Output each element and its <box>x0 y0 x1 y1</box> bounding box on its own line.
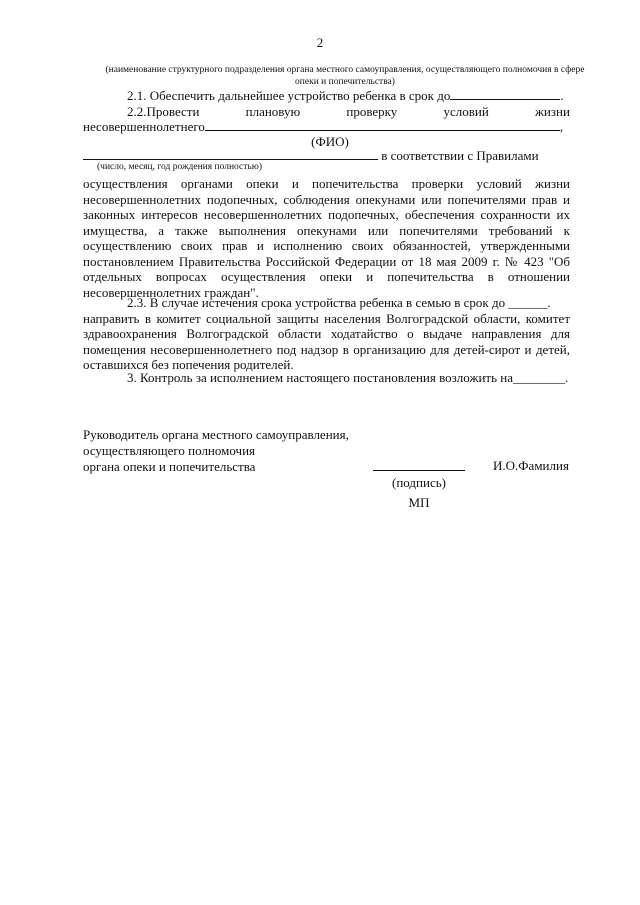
signatory-name: И.О.Фамилия <box>493 458 569 473</box>
caption-organization: (наименование структурного подразделения органа местного самоуправления, осуществляющего полномочия в сфере опеки и попечительства) <box>105 65 585 87</box>
stamp-placeholder: МП <box>408 495 430 510</box>
signature-line-2: осуществляющего полномочия <box>83 443 256 458</box>
p22-word-2: плановую <box>245 104 301 119</box>
page-number: 2 <box>316 35 324 50</box>
paragraph-3: 3. Контроль за исполнением настоящего постановления возложить на________. <box>127 370 569 385</box>
signature-caption: (подпись) <box>392 475 446 490</box>
p22-line3-end: в соответствии с Правилами <box>381 148 539 163</box>
caption-birth-date: (число, месяц, год рождения полностью) <box>97 162 262 172</box>
paragraph-2-2-line2: несовершеннолетнего , <box>83 119 564 134</box>
paragraph-2-3-first: 2.3. В случае истечения срока устройства ребенка в семью в срок до ______. <box>127 295 551 310</box>
p22-word-3: проверку <box>346 104 398 119</box>
paragraph-2-3 <box>83 295 570 373</box>
p22-word-4: условий <box>443 104 489 119</box>
p22-word-1: 2.2.Провести <box>127 104 200 119</box>
blank-fio <box>205 119 560 131</box>
p22-word-5: жизни <box>534 104 570 119</box>
signature-underline <box>373 470 465 471</box>
paragraph-2-2-line1 <box>83 104 570 120</box>
signature-block <box>83 427 570 510</box>
paragraph-2-1: 2.1. Обеспечить дальнейшее устройство ребенка в срок до . <box>83 88 570 104</box>
signature-line-1: Руководитель органа местного самоуправления, <box>83 427 349 442</box>
paragraph-2-2-continuation: осуществления органами опеки и попечительства проверки условий жизни несовершеннолетних подопечных, соблюдения опекунами или попечителями прав и законных интересов несовершеннолетних подопечных, обеспечения сохранности их имущества, а также выполнения опекунами или попечителями требований к осуществлению своих прав и исполнению своих обязанностей, утвержденными постановлением Правительства Российской Федерации от 18 мая 2009 г. № 423 "Об отдельных вопросах осуществления опеки и попечительства в отношении несовершеннолетних граждан". <box>83 176 570 300</box>
paragraph-2-1-text: 2.1. Обеспечить дальнейшее устройство ребенка в срок до <box>127 88 451 103</box>
blank-deadline <box>450 88 560 100</box>
p22-line2-start: несовершеннолетнего <box>83 119 205 134</box>
paragraph-2-3-continuation: направить в комитет социальной защиты населения Волгоградской области, комитет здравоохранения Волгоградской области ходатайство о выдаче направления для помещения несовершеннолетнего под надзор в организацию для детей-сирот и детей, оставшихся без попечения родителей. <box>83 310 570 372</box>
caption-fio: (ФИО) <box>311 134 349 149</box>
blank-birth-date <box>83 148 378 160</box>
signature-line-3: органа опеки и попечительства <box>83 459 256 474</box>
